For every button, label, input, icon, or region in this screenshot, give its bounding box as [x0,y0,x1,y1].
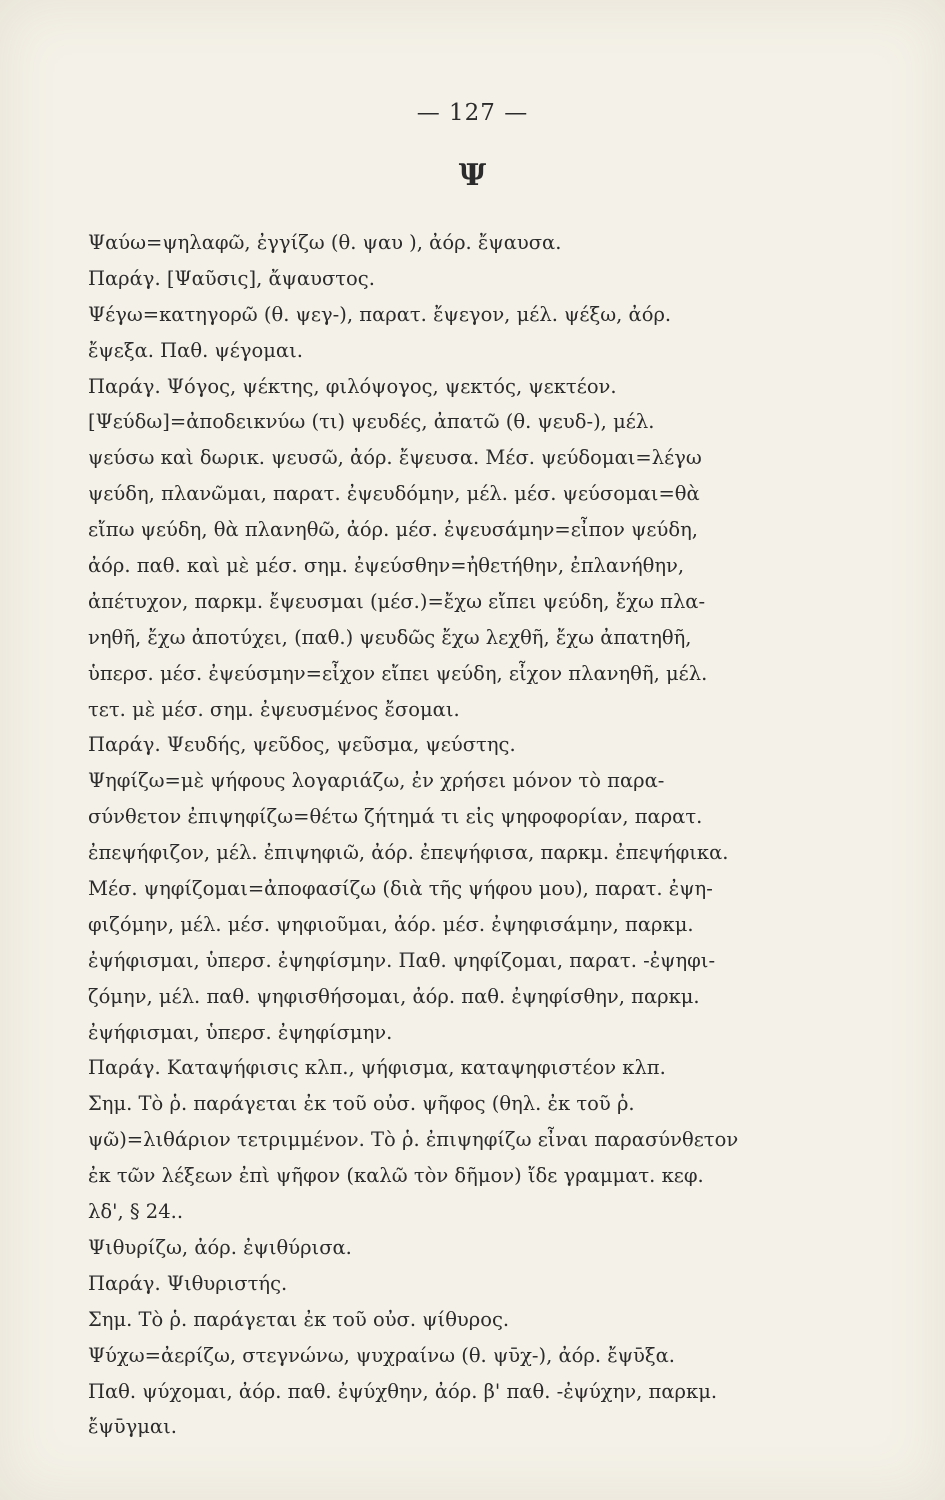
text-line: τετ. μὲ μέσ. σημ. ἐψευσμένος ἔσομαι. [88,697,460,721]
text-line: ζόμην, μέλ. παθ. ψηφισθήσομαι, ἀόρ. παθ. ἐψηφίσθην, παρκμ. [88,984,700,1008]
text-line: Παράγ. Καταψήφισις κλπ., ψήφισμα, καταψηφιστέον κλπ. [88,1056,666,1080]
text-line: Παθ. ψύχομαι, ἀόρ. παθ. ἐψύχθην, ἀόρ. β' παθ. -ἐψύχην, παρκμ. [88,1379,718,1403]
text-line: λδ', § 24.. [88,1200,184,1224]
text-line: ἀόρ. παθ. καὶ μὲ μέσ. σημ. ἐψεύσθην=ἠθετήθην, ἐπλανήθην, [88,554,685,578]
text-line: Σημ. Τὸ ῥ. παράγεται ἐκ τοῦ οὐσ. ψίθυρος. [88,1307,510,1331]
text-line: νηθῆ, ἔχω ἀποτύχει, (παθ.) ψευδῶς ἔχω λεχθῆ, ἔχω ἀπατηθῆ, [88,625,692,649]
text-line: ἔψεξα. Παθ. ψέγομαι. [88,338,303,362]
text-line: ἀπέτυχον, παρκμ. ἔψευσμαι (μέσ.)=ἔχω εἴπει ψεύδη, ἔχω πλα- [88,589,706,613]
text-line: ψῶ)=λιθάριον τετριμμένον. Τὸ ῥ. ἐπιψηφίζω εἶναι παρασύνθετον [88,1128,739,1152]
text-line: φιζόμην, μέλ. μέσ. ψηφιοῦμαι, ἀόρ. μέσ. ἐψηφισάμην, παρκμ. [88,912,694,936]
text-line: Ψιθυρίζω, ἀόρ. ἐψιθύρισα. [88,1235,352,1259]
text-line: Παράγ. Ψευδής, ψεῦδος, ψεῦσμα, ψεύστης. [88,733,516,757]
text-line: ἐψήφισμαι, ὑπερσ. ἐψηφίσμην. Παθ. ψηφίζομαι, παρατ. -ἐψηφι- [88,948,716,972]
text-line: Παράγ. Ψόγος, ψέκτης, φιλόψογος, ψεκτός, ψεκτέον. [88,374,617,398]
text-line: Σημ. Τὸ ῥ. παράγεται ἐκ τοῦ οὐσ. ψῆφος (θηλ. ἐκ τοῦ ῥ. [88,1092,635,1116]
text-line: Ψαύω=ψηλαφῶ, ἐγγίζω (θ. ψαυ ), ἀόρ. ἔψαυσα. [88,231,562,254]
page-number: — 127 — [416,100,529,126]
text-line: ἐψήφισμαι, ὑπερσ. ἐψηφίσμην. [88,1020,393,1044]
text-line: ψεύδη, πλανῶμαι, παρατ. ἐψευδόμην, μέλ. μέσ. ψεύσομαι=θὰ [88,482,700,506]
text-line: σύνθετον ἐπιψηφίζω=θέτω ζήτημά τι εἰς ψηφοφορίαν, παρατ. [88,805,703,829]
letter-heading: Ψ [458,158,487,193]
text-line: ἐκ τῶν λέξεων ἐπὶ ψῆφον (καλῶ τὸν δῆμον) ἴδε γραμματ. κεφ. [88,1164,704,1188]
text-line: ψεύσω καὶ δωρικ. ψευσῶ, ἀόρ. ἔψευσα. Μέσ. ψεύδομαι=λέγω [88,446,702,470]
text-line: Ψέγω=κατηγορῶ (θ. ψεγ-), παρατ. ἔψεγον, μέλ. ψέξω, ἀόρ. [88,302,672,326]
text-line: Ψύχω=ἀερίζω, στεγνώνω, ψυχραίνω (θ. ψῡχ-), ἀόρ. ἔψῡξα. [88,1343,675,1367]
text-line: Παράγ. Ψιθυριστής. [88,1271,288,1295]
text-line: ἐπεψήφιζον, μέλ. ἐπιψηφιῶ, ἀόρ. ἐπεψήφισα, παρκμ. ἐπεψήφικα. [88,841,729,865]
text-line: ἔψῡγμαι. [88,1415,177,1439]
text-line: Μέσ. ψηφίζομαι=ἀποφασίζω (διὰ τῆς ψήφου μου), παρατ. ἐψη- [88,877,713,901]
text-line: Παράγ. [Ψαῦσις], ἄψαυστος. [88,266,375,290]
text-line: εἴπω ψεύδη, θὰ πλανηθῶ, ἀόρ. μέσ. ἐψευσάμην=εἶπον ψεύδη, [88,518,698,542]
entry-text-body [88,225,788,1445]
text-line: Ψηφίζω=μὲ ψήφους λογαριάζω, ἐν χρήσει μόνον τὸ παρα- [88,769,665,793]
text-line: [Ψεύδω]=ἀποδεικνύω (τι) ψευδές, ἀπατῶ (θ. ψευδ-), μέλ. [88,410,655,434]
text-line: ὑπερσ. μέσ. ἐψεύσμην=εἶχον εἴπει ψεύδη, εἶχον πλανηθῆ, μέλ. [88,661,708,685]
